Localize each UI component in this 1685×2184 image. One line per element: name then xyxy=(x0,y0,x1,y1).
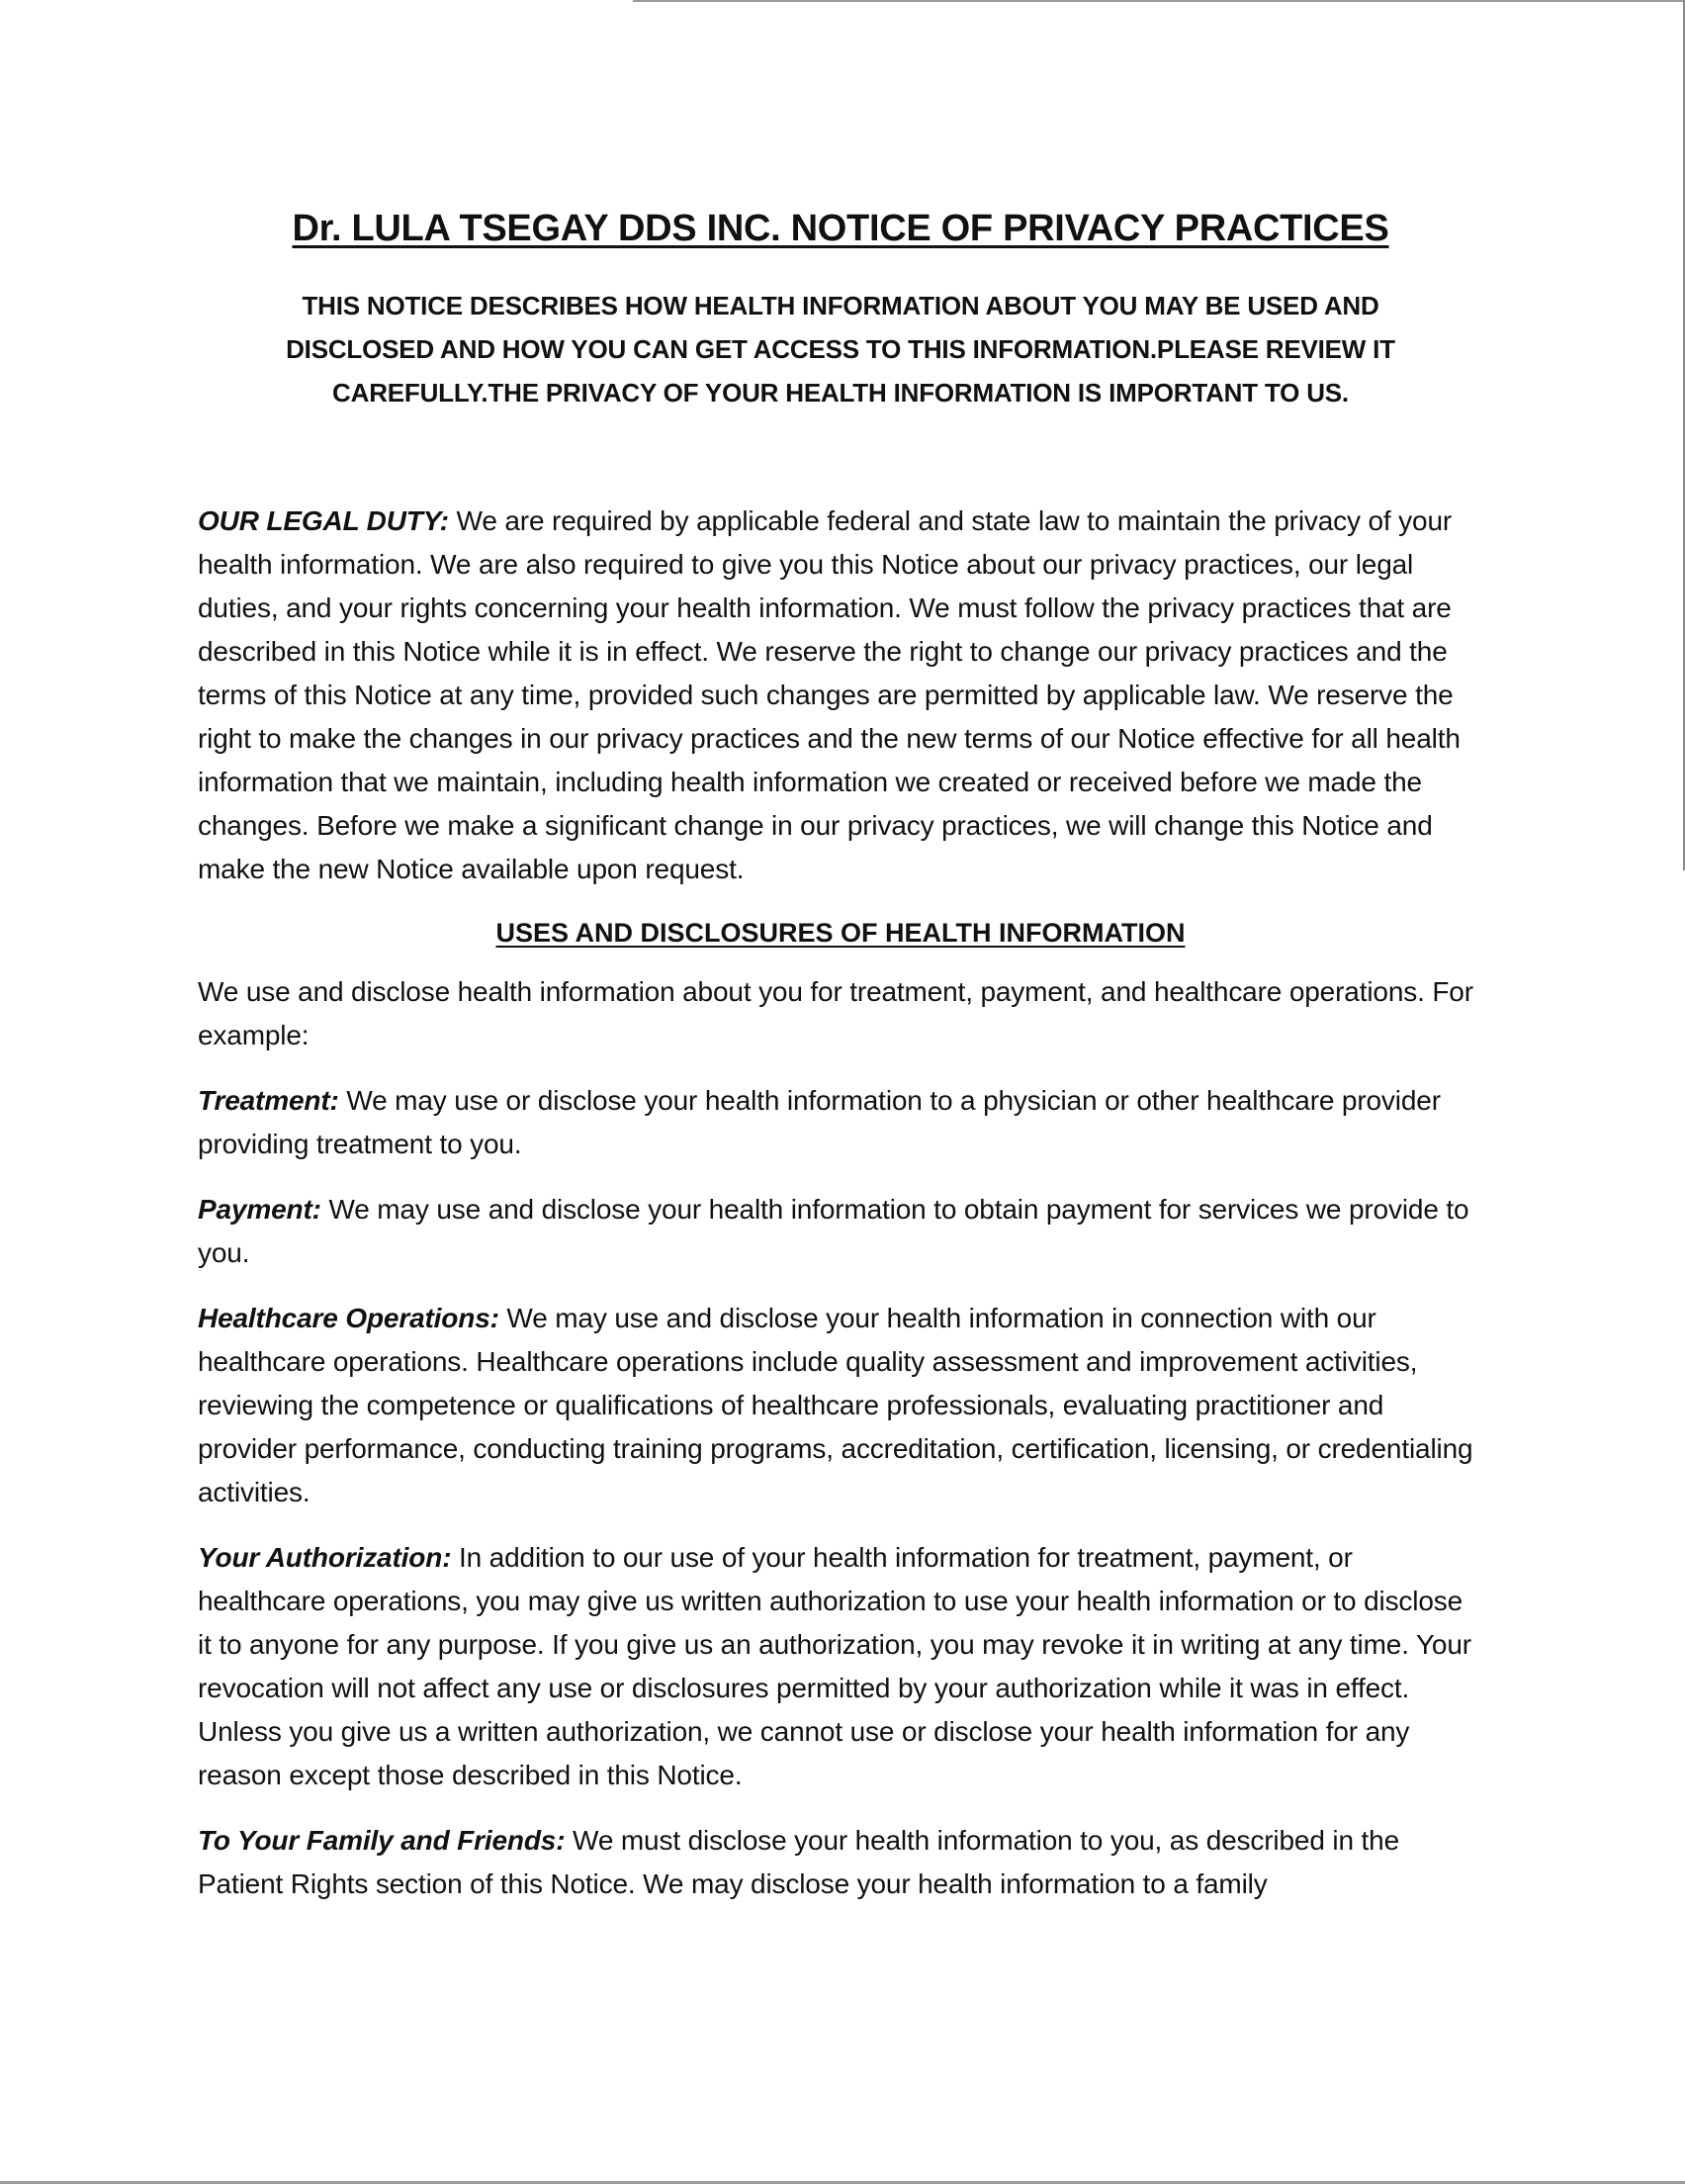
treatment-text: We may use or disclose your health information to a physician or other healthcare provider providing treatment to you. xyxy=(198,1085,1441,1159)
legal-duty-paragraph xyxy=(198,500,1483,891)
payment-text: We may use and disclose your health information to obtain payment for services we provide to you. xyxy=(198,1194,1469,1268)
legal-duty-lead: OUR LEGAL DUTY: xyxy=(198,505,449,536)
family-friends-lead: To Your Family and Friends: xyxy=(198,1825,566,1856)
healthcare-operations-paragraph xyxy=(198,1297,1483,1514)
treatment-paragraph xyxy=(198,1079,1483,1166)
document-page xyxy=(198,198,1483,1928)
document-subtitle: THIS NOTICE DESCRIBES HOW HEALTH INFORMATION ABOUT YOU MAY BE USED AND DISCLOSED AND HOW YOU CAN GET ACCESS TO THIS INFORMATION.PLEASE REVIEW IT CAREFULLY.THE PRIVACY OF YOUR HEALTH INFORMATION IS IMPORTANT TO US. xyxy=(286,291,1395,408)
document-title: Dr. LULA TSEGAY DDS INC. NOTICE OF PRIVACY PRACTICES xyxy=(292,208,1389,249)
treatment-lead: Treatment: xyxy=(198,1085,339,1116)
scan-top-edge xyxy=(633,0,1685,2)
family-friends-text: We must disclose your health information to you, as described in the Patient Rights section of this Notice. We may disclose your health information to a family xyxy=(198,1825,1399,1899)
authorization-paragraph xyxy=(198,1536,1483,1797)
payment-lead: Payment: xyxy=(198,1194,321,1225)
authorization-text: In addition to our use of your health information for treatment, payment, or healthcare operations, you may give us written authorization to use your health information or to disclose it to anyone for any purpose. If you give us an authorization, you may revoke it in writing at any time. Your revocation will not affect any use or disclosures permitted by your authorization while it was in effect. Unless you give us a written authorization, we cannot use or disclose your health information for any reason except those described in this Notice. xyxy=(198,1542,1471,1790)
healthcare-operations-text: We may use and disclose your health information in connection with our healthcare operations. Healthcare operations include quality assessment and improvement activities, reviewing the competence or qualifications of healthcare professionals, evaluating practitioner and provider performance, conducting training programs, accreditation, certification, licensing, or credentialing activities. xyxy=(198,1303,1473,1507)
payment-paragraph xyxy=(198,1188,1483,1275)
uses-intro-paragraph: We use and disclose health information about you for treatment, payment, and healthcare operations. For example: xyxy=(198,976,1473,1050)
authorization-lead: Your Authorization: xyxy=(198,1542,452,1573)
uses-disclosures-heading: USES AND DISCLOSURES OF HEALTH INFORMATION xyxy=(495,918,1186,948)
healthcare-operations-lead: Healthcare Operations: xyxy=(198,1303,499,1333)
family-friends-paragraph xyxy=(198,1819,1483,1906)
legal-duty-text: We are required by applicable federal and state law to maintain the privacy of your health information. We are also required to give you this Notice about our privacy practices, our legal duties, and your rights concerning your health information. We must follow the privacy practices that are described in this Notice while it is in effect. We reserve the right to change our privacy practices and the terms of this Notice at any time, provided such changes are permitted by applicable law. We reserve the right to make the changes in our privacy practices and the new terms of our Notice effective for all health information that we maintain, including health information we created or received before we made the changes. Before we make a significant change in our privacy practices, we will change this Notice and make the new Notice available upon request. xyxy=(198,505,1461,884)
